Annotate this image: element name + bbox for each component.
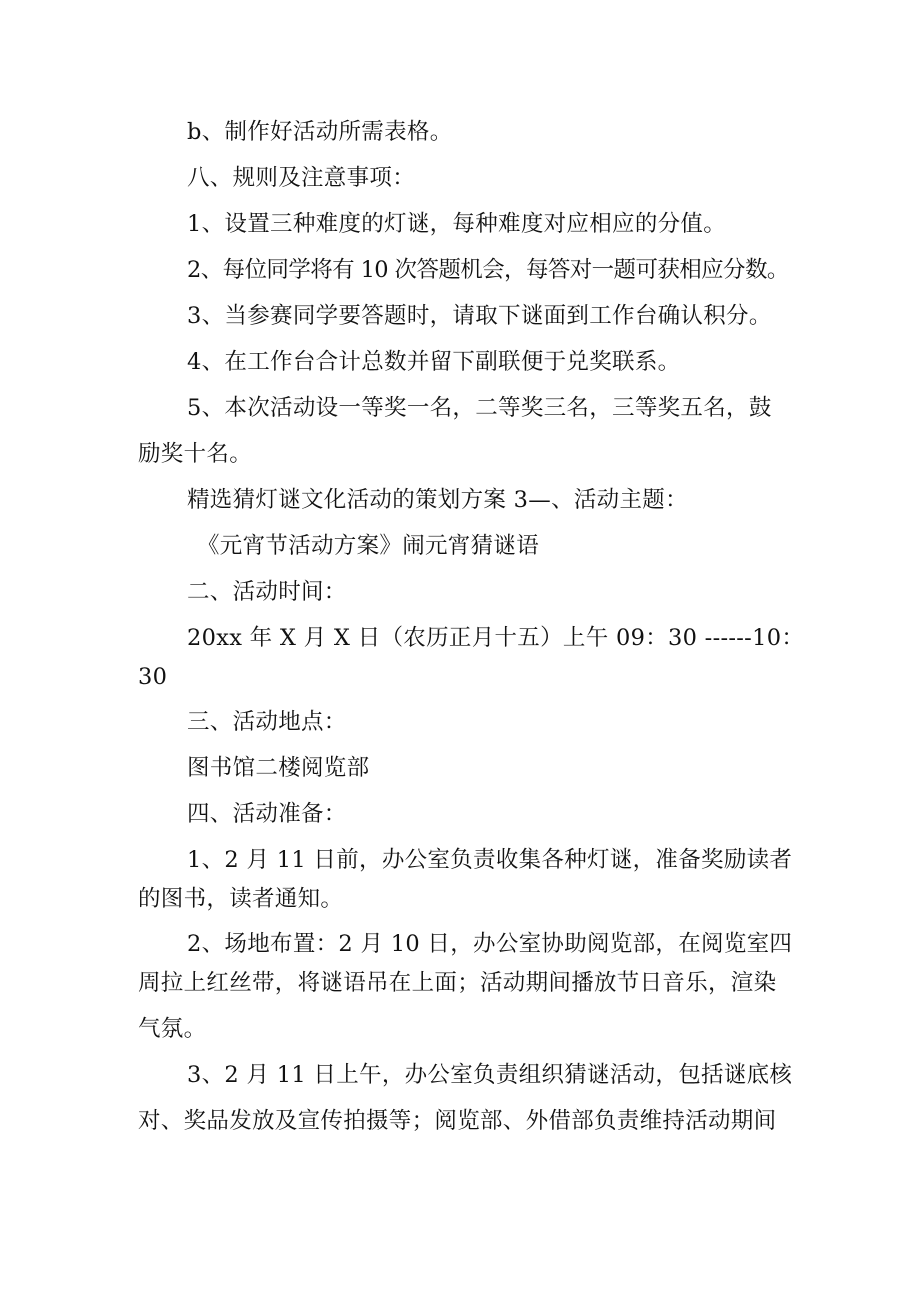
preparation-item-3-continued: 对、奖品发放及宣传拍摄等；阅览部、外借部负责维持活动期间 bbox=[138, 1108, 777, 1134]
rule-item-5-continued: 励奖十名。 bbox=[138, 441, 253, 467]
activity-location: 图书馆二楼阅览部 bbox=[187, 755, 370, 781]
plan-3-heading: 精选猜灯谜文化活动的策划方案 3—、活动主题： bbox=[187, 487, 688, 513]
section-heading-rules: 八、规则及注意事项： bbox=[187, 165, 416, 191]
rule-item-5: 5、本次活动设一等奖一名，二等奖三名，三等奖五名，鼓 bbox=[187, 395, 772, 421]
section-heading-preparation: 四、活动准备： bbox=[187, 801, 347, 827]
rule-item-1: 1、设置三种难度的灯谜，每种难度对应相应的分值。 bbox=[187, 211, 727, 237]
rule-item-4: 4、在工作台合计总数并留下副联便于兑奖联系。 bbox=[187, 349, 681, 375]
activity-time-continued: 30 bbox=[138, 664, 168, 690]
preparation-item-2-line-3: 气氛。 bbox=[138, 1016, 207, 1042]
section-heading-location: 三、活动地点： bbox=[187, 709, 347, 735]
rule-item-3: 3、当参赛同学要答题时，请取下谜面到工作台确认积分。 bbox=[187, 303, 772, 329]
rule-item-2: 2、每位同学将有 10 次答题机会，每答对一题可获相应分数。 bbox=[187, 257, 789, 283]
preparation-item-2-line-2: 周拉上红丝带，将谜语吊在上面；活动期间播放节日音乐，渲染 bbox=[138, 970, 777, 996]
activity-time: 20xx 年 X 月 X 日（农历正月十五）上午 09：30 ------10： bbox=[187, 625, 805, 651]
preparation-item-1: 1、2 月 11 日前，办公室负责收集各种灯谜，准备奖励读者 bbox=[187, 847, 793, 873]
preparation-item-2: 2、场地布置：2 月 10 日，办公室协助阅览部，在阅览室四 bbox=[187, 931, 793, 957]
activity-theme: 《元宵节活动方案》闹元宵猜谜语 bbox=[197, 533, 540, 559]
section-heading-time: 二、活动时间： bbox=[187, 579, 347, 605]
text-line-b: b、制作好活动所需表格。 bbox=[187, 119, 453, 145]
preparation-item-3: 3、2 月 11 日上午，办公室负责组织猜谜活动，包括谜底核 bbox=[187, 1062, 793, 1088]
preparation-item-1-continued: 的图书，读者通知。 bbox=[138, 886, 344, 912]
